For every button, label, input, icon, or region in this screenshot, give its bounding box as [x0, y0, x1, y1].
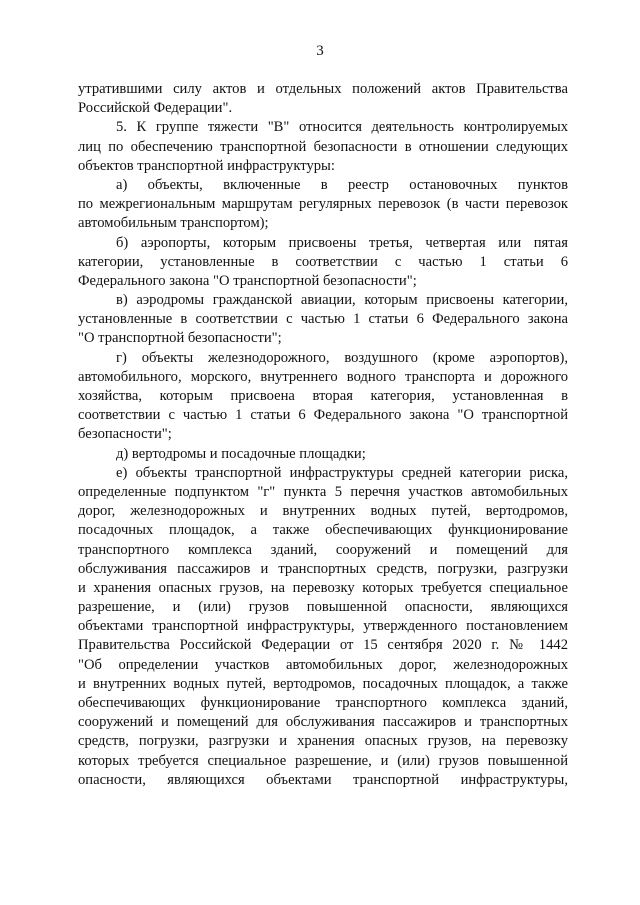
text-line: е) объекты транспортной инфраструктуры средней категории риска,: [116, 464, 568, 481]
text-line: автомобильным транспортом);: [78, 215, 269, 232]
paragraph-item-5: [78, 118, 568, 176]
text-line: 5. К группе тяжести "В" относится деятельность контролируемых: [116, 119, 568, 136]
document-body: [78, 80, 568, 790]
text-line: "О транспортной безопасности";: [78, 330, 282, 347]
text-line: обслуживания пассажиров и транспортных средств, погрузки, разгрузки: [78, 560, 568, 577]
text-line: утратившими силу актов и отдельных положений актов Правительства: [78, 81, 568, 97]
text-line: сооружений и помещений для обслуживания пассажиров и транспортных: [78, 714, 568, 731]
text-line: "Об определении участков автомобильных дорог, железнодорожных: [78, 656, 568, 673]
paragraph-item-b: [78, 234, 568, 292]
text-line: установленные в соответствии с частью 1 статьи 6 Федерального закона: [78, 311, 568, 328]
text-line: разрешение, и (или) грузов повышенной опасности, являющихся: [78, 599, 568, 616]
text-line: б) аэропорты, которым присвоены третья, четвертая или пятая: [116, 234, 568, 251]
text-line: и хранения опасных грузов, на перевозку которых требуется специальное: [78, 579, 568, 596]
text-line: объектами транспортной инфраструктуры, утвержденного постановлением: [78, 618, 568, 635]
paragraph-continuation: [78, 80, 568, 118]
text-line: лиц по обеспечению транспортной безопасности в отношении следующих: [78, 138, 568, 155]
text-line: безопасности";: [78, 426, 172, 443]
text-line: Российской Федерации".: [78, 100, 233, 117]
text-line: г) объекты железнодорожного, воздушного (кроме аэропортов),: [116, 349, 568, 366]
paragraph-item-e: [78, 464, 568, 790]
text-line: объектов транспортной инфраструктуры:: [78, 157, 335, 174]
text-line: и внутренних водных путей, вертодромов, посадочных площадок, а также: [78, 675, 568, 692]
text-line: транспортного комплекса зданий, сооружений и помещений для: [78, 541, 568, 558]
text-line: которых требуется специальное разрешение, и (или) грузов повышенной: [78, 752, 568, 769]
text-line: по межрегиональным маршрутам регулярных перевозок (в части перевозок: [78, 196, 568, 213]
text-line: Правительства Российской Федерации от 15 сентября 2020 г. № 1442: [78, 637, 568, 654]
text-line: д) вертодромы и посадочные площадки;: [116, 445, 366, 462]
text-line: определенные подпунктом "г" пункта 5 перечня участков автомобильных: [78, 483, 568, 500]
paragraph-item-d: [78, 445, 568, 464]
text-line: опасности, являющихся объектами транспортной инфраструктуры,: [78, 771, 568, 788]
text-line: хозяйства, которым присвоена вторая категория, установленная в: [78, 388, 568, 404]
text-line: в) аэродромы гражданской авиации, которым присвоены категории,: [116, 292, 568, 309]
text-line: Федерального закона "О транспортной безопасности";: [78, 272, 417, 289]
paragraph-item-g: [78, 349, 568, 445]
text-line: автомобильного, морского, внутреннего водного транспорта и дорожного: [78, 368, 568, 385]
text-line: средств, погрузки, разгрузки и хранения опасных грузов, на перевозку: [78, 733, 568, 750]
text-line: соответствии с частью 1 статьи 6 Федерального закона "О транспортной: [78, 407, 568, 424]
page-number: 3: [316, 43, 324, 59]
text-line: обеспечивающих функционирование транспортного комплекса зданий,: [78, 695, 568, 711]
text-line: посадочных площадок, а также обеспечивающих функционирование: [78, 522, 568, 539]
text-line: категории, установленные в соответствии с частью 1 статьи 6: [78, 253, 568, 270]
text-line: а) объекты, включенные в реестр остановочных пунктов: [116, 176, 568, 193]
text-line: дорог, железнодорожных и внутренних водных путей, вертодромов,: [78, 503, 568, 520]
paragraph-item-v: [78, 291, 568, 349]
paragraph-item-a: [78, 176, 568, 234]
